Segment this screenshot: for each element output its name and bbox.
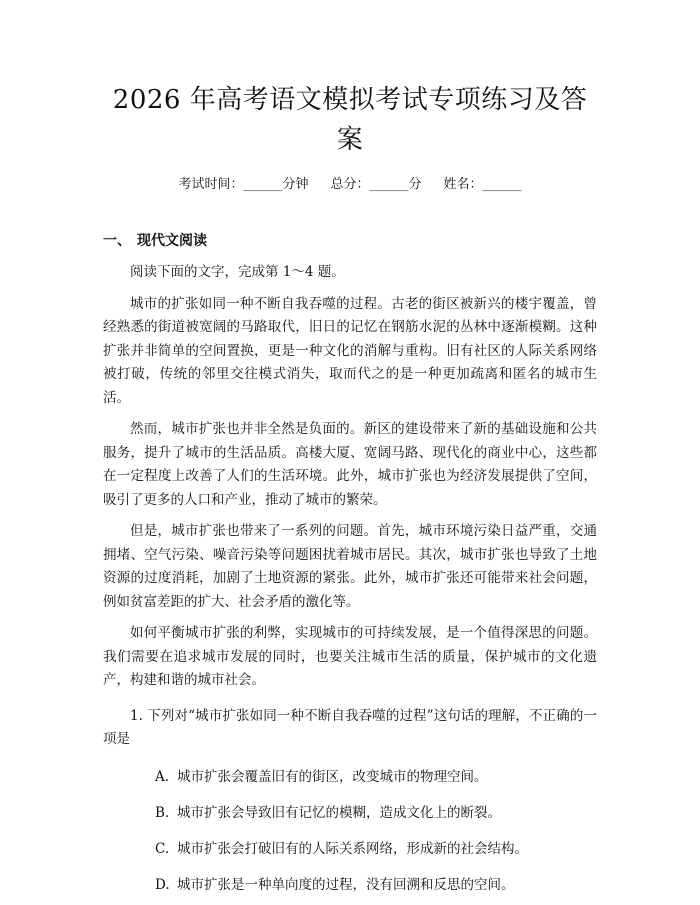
passage-paragraph-4: 如何平衡城市扩张的利弊，实现城市的可持续发展，是一个值得深思的问题。我们需要在追求城市发展的同时，也要关注城市生活的质量，保护城市的文化遗产，构建和谐的城市社会。 xyxy=(103,625,597,688)
option-text: 城市扩张是一种单向度的过程，没有回溯和反思的空间。 xyxy=(177,876,515,893)
passage-paragraph-2: 然而，城市扩张也并非全然是负面的。新区的建设带来了新的基础设施和公共服务，提升了城市的生活品质。高楼大厦、宽阔马路、现代化的商业中心，这些都在一定程度上改善了人们的生活环境。此外，城市扩张也为经济发展提供了空间，吸引了更多的人口和产业，推动了城市的繁荣。 xyxy=(103,421,597,508)
option-letter: D. xyxy=(155,876,170,893)
option-letter: B. xyxy=(155,804,170,821)
passage-paragraph-3: 但是，城市扩张也带来了一系列的问题。首先，城市环境污染日益严重，交通拥堵、空气污染、噪音污染等问题困扰着城市居民。其次，城市扩张也导致了土地资源的过度消耗，加剧了土地资源的紧张。此外，城市扩张还可能带来社会问题，例如贫富差距的扩大、社会矛盾的激化等。 xyxy=(103,523,597,610)
exam-info-line xyxy=(103,174,597,196)
option-letter: A. xyxy=(155,768,170,785)
total-score-label: 总分：______分 xyxy=(330,177,422,192)
question-1-option-c xyxy=(103,838,597,860)
passage-paragraph-1: 城市的扩张如同一种不断自我吞噬的过程。古老的街区被新兴的楼宇覆盖，曾经熟悉的街道被宽阔的马路取代，旧日的记忆在钢筋水泥的丛林中逐渐模糊。这种扩张并非简单的空间置换，更是一种文化的消解与重构。旧有社区的人际关系网络被打破，传统的邻里交往模式消失，取而代之的是一种更加疏离和匿名的城市生活。 xyxy=(103,295,597,406)
section-heading xyxy=(103,229,597,253)
option-text: 城市扩张会覆盖旧有的街区，改变城市的物理空间。 xyxy=(177,768,488,785)
question-1-option-b xyxy=(103,802,597,824)
option-text: 城市扩张会导致旧有记忆的模糊，造成文化上的断裂。 xyxy=(177,804,501,821)
document-title: 2026 年高考语文模拟考试专项练习及答案 xyxy=(112,85,588,155)
option-text: 城市扩张会打破旧有的人际关系网络，形成新的社会结构。 xyxy=(177,840,528,857)
reading-instruction: 阅读下面的文字，完成第 1～4 题。 xyxy=(130,264,345,280)
section-title: 现代文阅读 xyxy=(137,233,207,249)
question-1-option-d xyxy=(103,874,597,896)
section-number: 一、 xyxy=(103,233,131,249)
option-letter: C. xyxy=(155,840,170,857)
exam-time-label: 考试时间：______分钟 xyxy=(178,177,309,192)
question-1-option-a xyxy=(103,766,597,788)
student-name-label: 姓名：______ xyxy=(443,177,522,192)
question-1-stem: 1. 下列对“城市扩张如同一种不断自我吞噬的过程”这句话的理解，不正确的一项是 xyxy=(103,707,597,747)
